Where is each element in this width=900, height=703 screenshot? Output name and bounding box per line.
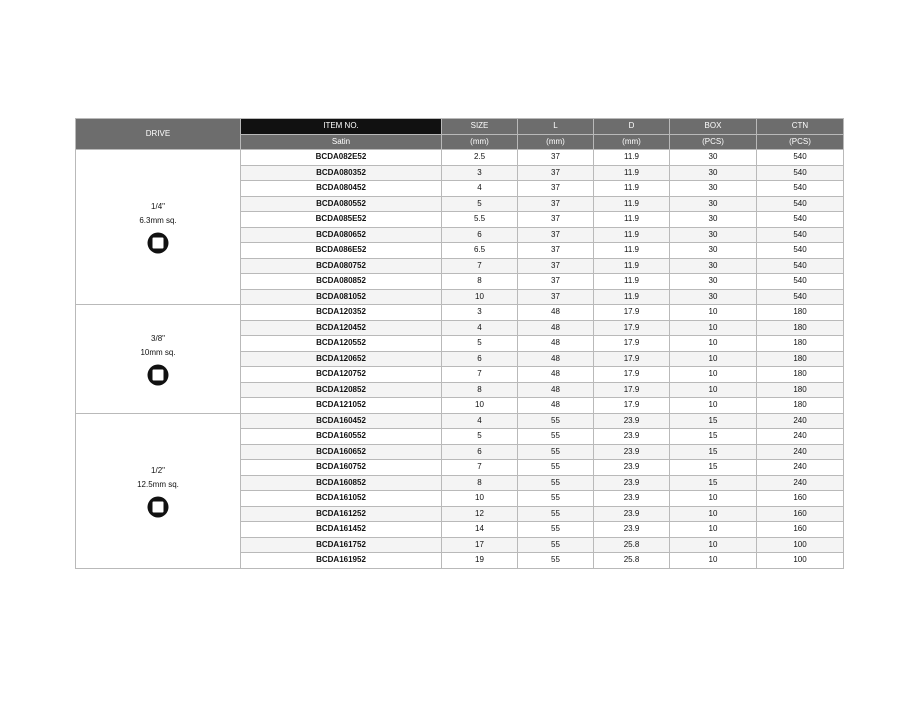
diameter-cell: 17.9 xyxy=(594,336,670,352)
diameter-cell: 11.9 xyxy=(594,243,670,259)
item-no-cell: BCDA161752 xyxy=(241,537,442,553)
size-header: SIZE xyxy=(442,119,518,135)
length-cell: 55 xyxy=(518,413,594,429)
diameter-cell: 11.9 xyxy=(594,150,670,166)
diameter-cell: 25.8 xyxy=(594,537,670,553)
item-no-cell: BCDA160652 xyxy=(241,444,442,460)
diameter-cell: 23.9 xyxy=(594,460,670,476)
item-no-cell: BCDA161252 xyxy=(241,506,442,522)
length-cell: 37 xyxy=(518,212,594,228)
item-no-cell: BCDA120752 xyxy=(241,367,442,383)
length-cell: 48 xyxy=(518,305,594,321)
ctn-qty-cell: 540 xyxy=(757,212,844,228)
finish-header: Satin xyxy=(241,134,442,150)
size-cell: 3 xyxy=(442,165,518,181)
item-no-header: ITEM NO. xyxy=(241,119,442,135)
diameter-cell: 23.9 xyxy=(594,429,670,445)
box-qty-cell: 30 xyxy=(670,243,757,259)
length-cell: 48 xyxy=(518,382,594,398)
drive-cell xyxy=(76,150,241,305)
size-cell: 12 xyxy=(442,506,518,522)
length-cell: 48 xyxy=(518,320,594,336)
length-cell: 37 xyxy=(518,165,594,181)
size-cell: 6.5 xyxy=(442,243,518,259)
length-cell: 55 xyxy=(518,553,594,569)
diameter-cell: 17.9 xyxy=(594,351,670,367)
length-cell: 48 xyxy=(518,336,594,352)
d-unit-header: (mm) xyxy=(594,134,670,150)
length-cell: 55 xyxy=(518,522,594,538)
l-unit-header: (mm) xyxy=(518,134,594,150)
length-cell: 55 xyxy=(518,460,594,476)
item-no-cell: BCDA161952 xyxy=(241,553,442,569)
item-no-cell: BCDA120552 xyxy=(241,336,442,352)
length-cell: 55 xyxy=(518,429,594,445)
box-qty-cell: 10 xyxy=(670,382,757,398)
size-cell: 7 xyxy=(442,367,518,383)
box-qty-cell: 10 xyxy=(670,351,757,367)
diameter-cell: 11.9 xyxy=(594,274,670,290)
box-qty-cell: 30 xyxy=(670,289,757,305)
ctn-unit-header: (PCS) xyxy=(757,134,844,150)
size-cell: 10 xyxy=(442,491,518,507)
drive-size-label: 1/4" xyxy=(151,202,165,211)
size-cell: 14 xyxy=(442,522,518,538)
box-qty-cell: 30 xyxy=(670,274,757,290)
diameter-cell: 11.9 xyxy=(594,181,670,197)
box-qty-cell: 10 xyxy=(670,537,757,553)
ctn-qty-cell: 540 xyxy=(757,181,844,197)
box-qty-cell: 10 xyxy=(670,336,757,352)
diameter-cell: 23.9 xyxy=(594,506,670,522)
spec-table-body xyxy=(76,150,844,569)
l-header: L xyxy=(518,119,594,135)
length-cell: 48 xyxy=(518,398,594,414)
drive-size-label: 1/2" xyxy=(151,465,165,475)
item-no-cell: BCDA081052 xyxy=(241,289,442,305)
length-cell: 55 xyxy=(518,475,594,491)
ctn-qty-cell: 240 xyxy=(757,444,844,460)
ctn-qty-cell: 540 xyxy=(757,258,844,274)
size-cell: 5 xyxy=(442,336,518,352)
box-unit-header: (PCS) xyxy=(670,134,757,150)
item-no-cell: BCDA120352 xyxy=(241,305,442,321)
length-cell: 55 xyxy=(518,506,594,522)
item-no-cell: BCDA080352 xyxy=(241,165,442,181)
size-cell: 7 xyxy=(442,258,518,274)
ctn-qty-cell: 160 xyxy=(757,522,844,538)
diameter-cell: 17.9 xyxy=(594,398,670,414)
ctn-qty-cell: 160 xyxy=(757,491,844,507)
box-qty-cell: 30 xyxy=(670,181,757,197)
ctn-qty-cell: 540 xyxy=(757,196,844,212)
size-cell: 17 xyxy=(442,537,518,553)
size-cell: 6 xyxy=(442,227,518,243)
box-qty-cell: 15 xyxy=(670,413,757,429)
ctn-qty-cell: 540 xyxy=(757,243,844,259)
box-qty-cell: 10 xyxy=(670,305,757,321)
length-cell: 48 xyxy=(518,351,594,367)
length-cell: 37 xyxy=(518,150,594,166)
table-row xyxy=(76,413,844,429)
box-qty-cell: 10 xyxy=(670,506,757,522)
length-cell: 55 xyxy=(518,537,594,553)
length-cell: 48 xyxy=(518,367,594,383)
item-no-cell: BCDA121052 xyxy=(241,398,442,414)
drive-square-label: 6.3mm sq. xyxy=(139,216,177,225)
box-qty-cell: 30 xyxy=(670,227,757,243)
size-cell: 8 xyxy=(442,274,518,290)
box-header: BOX xyxy=(670,119,757,135)
size-cell: 2.5 xyxy=(442,150,518,166)
ctn-qty-cell: 180 xyxy=(757,320,844,336)
table-row xyxy=(76,305,844,321)
item-no-cell: BCDA086E52 xyxy=(241,243,442,259)
length-cell: 37 xyxy=(518,274,594,290)
table-row xyxy=(76,150,844,166)
length-cell: 37 xyxy=(518,289,594,305)
length-cell: 37 xyxy=(518,227,594,243)
item-no-cell: BCDA080752 xyxy=(241,258,442,274)
size-cell: 8 xyxy=(442,382,518,398)
ctn-qty-cell: 180 xyxy=(757,382,844,398)
ctn-qty-cell: 540 xyxy=(757,274,844,290)
diameter-cell: 23.9 xyxy=(594,491,670,507)
box-qty-cell: 15 xyxy=(670,460,757,476)
diameter-cell: 17.9 xyxy=(594,367,670,383)
diameter-cell: 11.9 xyxy=(594,227,670,243)
diameter-cell: 17.9 xyxy=(594,305,670,321)
size-cell: 19 xyxy=(442,553,518,569)
diameter-cell: 17.9 xyxy=(594,320,670,336)
ctn-qty-cell: 180 xyxy=(757,305,844,321)
size-cell: 6 xyxy=(442,351,518,367)
ctn-qty-cell: 100 xyxy=(757,537,844,553)
square-drive-icon xyxy=(147,364,169,386)
drive-square-label: 10mm sq. xyxy=(140,347,176,357)
ctn-qty-cell: 180 xyxy=(757,351,844,367)
diameter-cell: 11.9 xyxy=(594,258,670,274)
box-qty-cell: 10 xyxy=(670,367,757,383)
size-cell: 6 xyxy=(442,444,518,460)
item-no-cell: BCDA082E52 xyxy=(241,150,442,166)
length-cell: 55 xyxy=(518,491,594,507)
size-cell: 4 xyxy=(442,413,518,429)
item-no-cell: BCDA120852 xyxy=(241,382,442,398)
box-qty-cell: 10 xyxy=(670,320,757,336)
drive-cell xyxy=(76,413,241,568)
box-qty-cell: 30 xyxy=(670,196,757,212)
box-qty-cell: 15 xyxy=(670,444,757,460)
drive-header: DRIVE xyxy=(76,119,241,150)
box-qty-cell: 15 xyxy=(670,475,757,491)
size-unit-header: (mm) xyxy=(442,134,518,150)
box-qty-cell: 30 xyxy=(670,165,757,181)
item-no-cell: BCDA085E52 xyxy=(241,212,442,228)
item-no-cell: BCDA080452 xyxy=(241,181,442,197)
length-cell: 37 xyxy=(518,196,594,212)
ctn-qty-cell: 180 xyxy=(757,336,844,352)
box-qty-cell: 30 xyxy=(670,258,757,274)
diameter-cell: 23.9 xyxy=(594,475,670,491)
drive-cell xyxy=(76,305,241,414)
ctn-qty-cell: 540 xyxy=(757,165,844,181)
d-header: D xyxy=(594,119,670,135)
size-cell: 5 xyxy=(442,196,518,212)
item-no-cell: BCDA161052 xyxy=(241,491,442,507)
diameter-cell: 23.9 xyxy=(594,522,670,538)
ctn-qty-cell: 540 xyxy=(757,289,844,305)
square-drive-icon xyxy=(147,232,169,254)
size-cell: 8 xyxy=(442,475,518,491)
item-no-cell: BCDA080652 xyxy=(241,227,442,243)
size-cell: 4 xyxy=(442,320,518,336)
item-no-cell: BCDA160752 xyxy=(241,460,442,476)
drive-square-label: 12.5mm sq. xyxy=(137,479,179,489)
diameter-cell: 11.9 xyxy=(594,196,670,212)
box-qty-cell: 10 xyxy=(670,522,757,538)
spec-table xyxy=(75,118,844,569)
ctn-header: CTN xyxy=(757,119,844,135)
drive-size-label: 3/8" xyxy=(151,333,165,343)
ctn-qty-cell: 100 xyxy=(757,553,844,569)
diameter-cell: 25.8 xyxy=(594,553,670,569)
diameter-cell: 11.9 xyxy=(594,165,670,181)
ctn-qty-cell: 240 xyxy=(757,475,844,491)
ctn-qty-cell: 180 xyxy=(757,367,844,383)
item-no-cell: BCDA120652 xyxy=(241,351,442,367)
item-no-cell: BCDA080552 xyxy=(241,196,442,212)
length-cell: 37 xyxy=(518,181,594,197)
box-qty-cell: 30 xyxy=(670,212,757,228)
length-cell: 55 xyxy=(518,444,594,460)
square-drive-icon xyxy=(147,496,169,518)
box-qty-cell: 10 xyxy=(670,553,757,569)
diameter-cell: 11.9 xyxy=(594,289,670,305)
ctn-qty-cell: 160 xyxy=(757,506,844,522)
ctn-qty-cell: 540 xyxy=(757,150,844,166)
length-cell: 37 xyxy=(518,243,594,259)
size-cell: 7 xyxy=(442,460,518,476)
ctn-qty-cell: 180 xyxy=(757,398,844,414)
ctn-qty-cell: 240 xyxy=(757,460,844,476)
ctn-qty-cell: 240 xyxy=(757,429,844,445)
item-no-cell: BCDA120452 xyxy=(241,320,442,336)
size-cell: 10 xyxy=(442,398,518,414)
item-no-cell: BCDA160452 xyxy=(241,413,442,429)
ctn-qty-cell: 540 xyxy=(757,227,844,243)
box-qty-cell: 15 xyxy=(670,429,757,445)
diameter-cell: 17.9 xyxy=(594,382,670,398)
size-cell: 5.5 xyxy=(442,212,518,228)
diameter-cell: 11.9 xyxy=(594,212,670,228)
item-no-cell: BCDA160552 xyxy=(241,429,442,445)
length-cell: 37 xyxy=(518,258,594,274)
size-cell: 5 xyxy=(442,429,518,445)
item-no-cell: BCDA160852 xyxy=(241,475,442,491)
size-cell: 10 xyxy=(442,289,518,305)
ctn-qty-cell: 240 xyxy=(757,413,844,429)
size-cell: 3 xyxy=(442,305,518,321)
item-no-cell: BCDA161452 xyxy=(241,522,442,538)
diameter-cell: 23.9 xyxy=(594,444,670,460)
diameter-cell: 23.9 xyxy=(594,413,670,429)
box-qty-cell: 30 xyxy=(670,150,757,166)
size-cell: 4 xyxy=(442,181,518,197)
box-qty-cell: 10 xyxy=(670,491,757,507)
box-qty-cell: 10 xyxy=(670,398,757,414)
item-no-cell: BCDA080852 xyxy=(241,274,442,290)
